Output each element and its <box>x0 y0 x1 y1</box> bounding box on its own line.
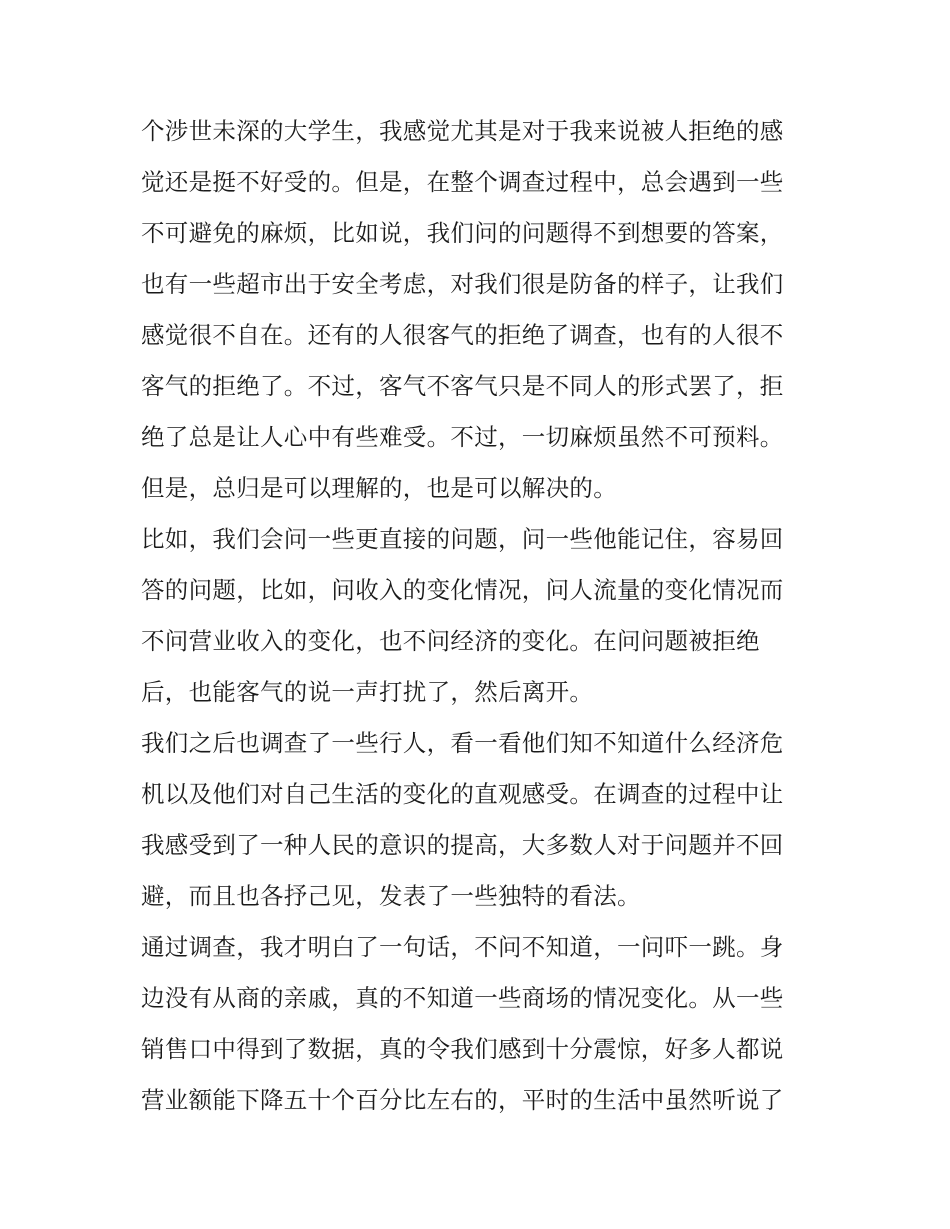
text-line: 不可避免的麻烦，比如说，我们问的问题得不到想要的答案， <box>141 219 784 247</box>
text-line: 避，而且也各抒己见，发表了一些独特的看法。 <box>141 882 641 910</box>
text-line: 答的问题，比如，问收入的变化情况，问人流量的变化情况而 <box>141 576 784 604</box>
text-line: 我感受到了一种人民的意识的提高，大多数人对于问题并不回 <box>141 831 784 859</box>
text-line: 比如，我们会问一些更直接的问题，问一些他能记住，容易回 <box>141 525 784 553</box>
text-line: 营业额能下降五十个百分比左右的，平时的生活中虽然听说了 <box>141 1086 784 1114</box>
text-line: 绝了总是让人心中有些难受。不过，一切麻烦虽然不可预料。 <box>141 423 784 451</box>
text-line: 机以及他们对自己生活的变化的直观感受。在调查的过程中让 <box>141 780 784 808</box>
document-body <box>141 106 821 1126</box>
text-line: 后，也能客气的说一声打扰了，然后离开。 <box>141 678 594 706</box>
text-line: 边没有从商的亲戚，真的不知道一些商场的情况变化。从一些 <box>141 984 784 1012</box>
text-line: 销售口中得到了数据，真的令我们感到十分震惊，好多人都说 <box>141 1035 784 1063</box>
text-line: 但是，总归是可以理解的，也是可以解决的。 <box>141 474 617 502</box>
text-line: 感觉很不自在。还有的人很客气的拒绝了调查，也有的人很不 <box>141 321 784 349</box>
text-line: 也有一些超市出于安全考虑，对我们很是防备的样子，让我们 <box>141 270 784 298</box>
paragraph-3 <box>141 718 821 922</box>
text-line: 不问营业收入的变化，也不问经济的变化。在问问题被拒绝 <box>141 627 760 655</box>
paragraph-1 <box>141 106 821 514</box>
text-line: 觉还是挺不好受的。但是，在整个调查过程中，总会遇到一些 <box>141 168 784 196</box>
paragraph-2 <box>141 514 821 718</box>
paragraph-4 <box>141 922 821 1126</box>
text-line: 我们之后也调查了一些行人，看一看他们知不知道什么经济危 <box>141 729 784 757</box>
text-line: 通过调查，我才明白了一句话，不问不知道，一问吓一跳。身 <box>141 933 784 961</box>
text-line: 个涉世未深的大学生，我感觉尤其是对于我来说被人拒绝的感 <box>141 117 784 145</box>
text-line: 客气的拒绝了。不过，客气不客气只是不同人的形式罢了，拒 <box>141 372 784 400</box>
